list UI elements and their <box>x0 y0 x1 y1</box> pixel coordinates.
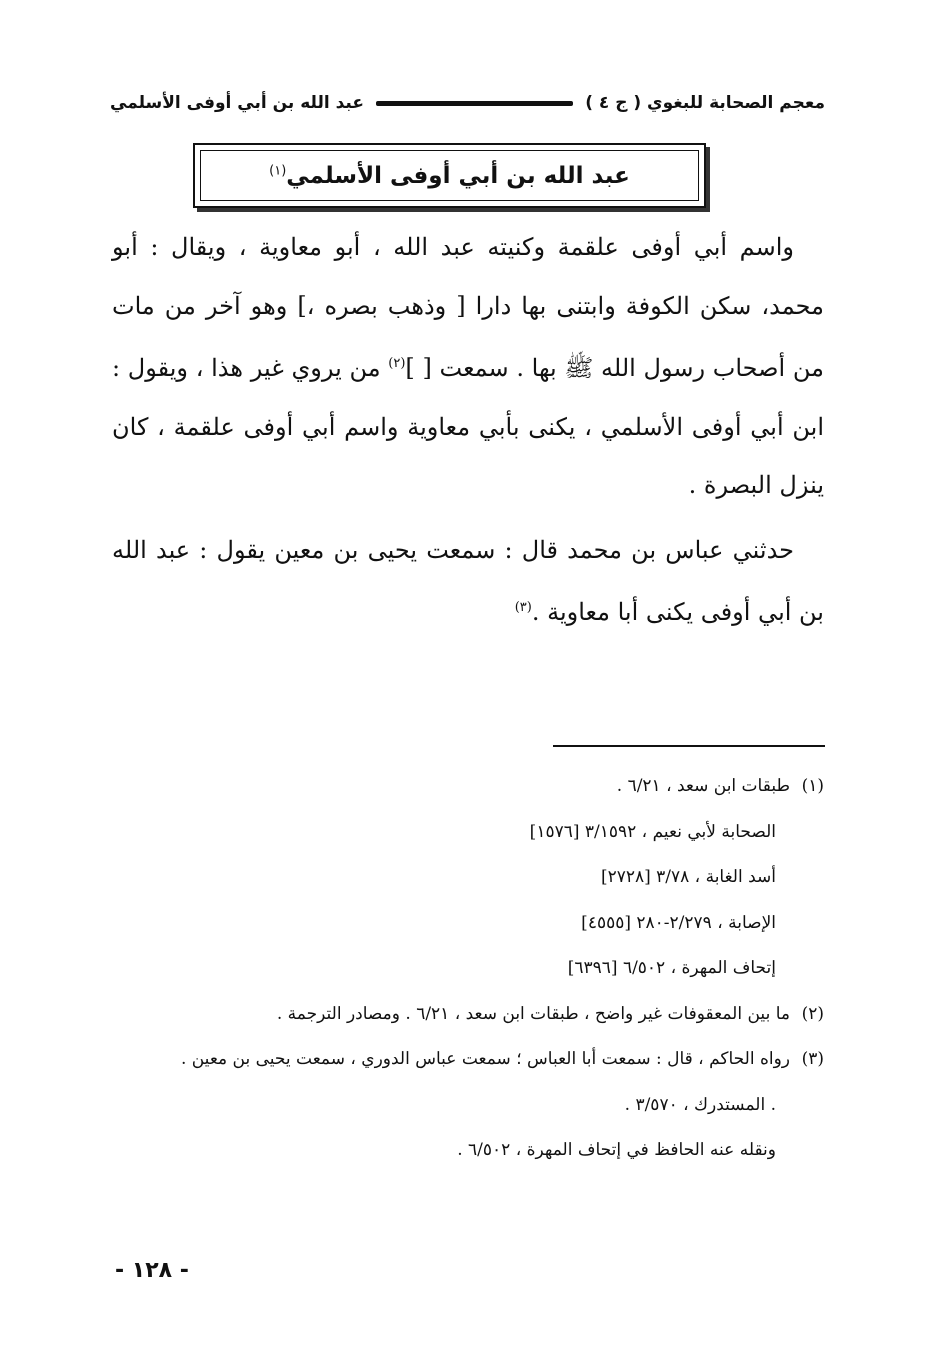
running-header-entry-title: عبد الله بن أبي أوفى الأسلمي <box>110 93 364 113</box>
footnote-3-line: ونقله عنه الحافظ في إتحاف المهرة ، ٦/٥٠٢ . <box>457 1140 776 1160</box>
footnote-text: رواه الحاكم ، قال : سمعت أبا العباس ؛ سمعت عباس الدوري ، سمعت يحيى بن معين . <box>180 1049 790 1069</box>
footnote-number: (٢) <box>801 1003 824 1024</box>
footnote-ref-2: (٢) <box>388 356 406 371</box>
entry-body <box>112 218 824 642</box>
footnote-1-source: الصحابة لأبي نعيم ، ٣/١٥٩٢ [١٥٧٦] <box>529 821 776 842</box>
footnote-1 <box>112 764 824 810</box>
footnote-text: ما بين المعقوفات غير واضح ، طبقات ابن سعد ، ٦/٢١ . ومصادر الترجمة . <box>276 1003 790 1024</box>
footnote-number: (٣) <box>801 1049 824 1069</box>
entry-title-text: عبد الله بن أبي أوفى الأسلمي <box>286 162 630 189</box>
entry-title-box <box>193 143 706 208</box>
footnote-number: (١) <box>801 776 824 796</box>
footnote-1-source: الإصابة ، ٢/٢٧٩-٢٨٠ [٤٥٥٥] <box>581 912 776 933</box>
footnote-text: طبقات ابن سعد ، ٦/٢١ . <box>616 776 790 796</box>
footnote-1-source: أسد الغابة ، ٣/٧٨ [٢٧٢٨] <box>600 867 776 887</box>
page-number: - ١٢٨ - <box>115 1258 189 1283</box>
running-header-book-title: معجم الصحابة للبغوي ( ج ٤ ) <box>585 93 825 113</box>
body-paragraph-1-part-1: واسم أبي أوفى علقمة وكنيته عبد الله ، أبو معاوية ، ويقال : أبو محمد، سكن الكوفة وابتنى بها دارا [ وذهب بصره ،] وهو آخر من مات من أصحاب رسول الله ﷺ بها . سمعت [ ] <box>112 233 825 382</box>
footnote-3-line: . المستدرك ، ٣/٥٧٠ . <box>624 1094 776 1115</box>
footnote-3 <box>112 1037 824 1083</box>
entry-title <box>269 163 630 189</box>
body-paragraph-1-part-2: من يروي غير هذا ، ويقول : ابن أبي أوفى الأسلمي ، يكنى بأبي معاوية واسم أبي أوفى علقمة ، كان ينزل البصرة . <box>112 354 824 499</box>
running-header-rule <box>376 101 573 106</box>
footnotes <box>112 764 824 1174</box>
footnote-ref-3: (٣) <box>514 600 532 615</box>
running-header <box>110 88 825 118</box>
footnote-ref-1: (١) <box>269 162 287 178</box>
body-paragraph-1 <box>112 218 824 515</box>
body-paragraph-2 <box>112 521 824 642</box>
footnote-2 <box>112 992 824 1038</box>
footnote-1-source: إتحاف المهرة ، ٦/٥٠٢ [٦٣٩٦] <box>567 958 776 978</box>
footnote-separator <box>553 745 825 747</box>
body-paragraph-2-text: حدثني عباس بن محمد قال : سمعت يحيى بن معين يقول : عبد الله بن أبي أوفى يكنى أبا معاوية . <box>112 535 824 626</box>
